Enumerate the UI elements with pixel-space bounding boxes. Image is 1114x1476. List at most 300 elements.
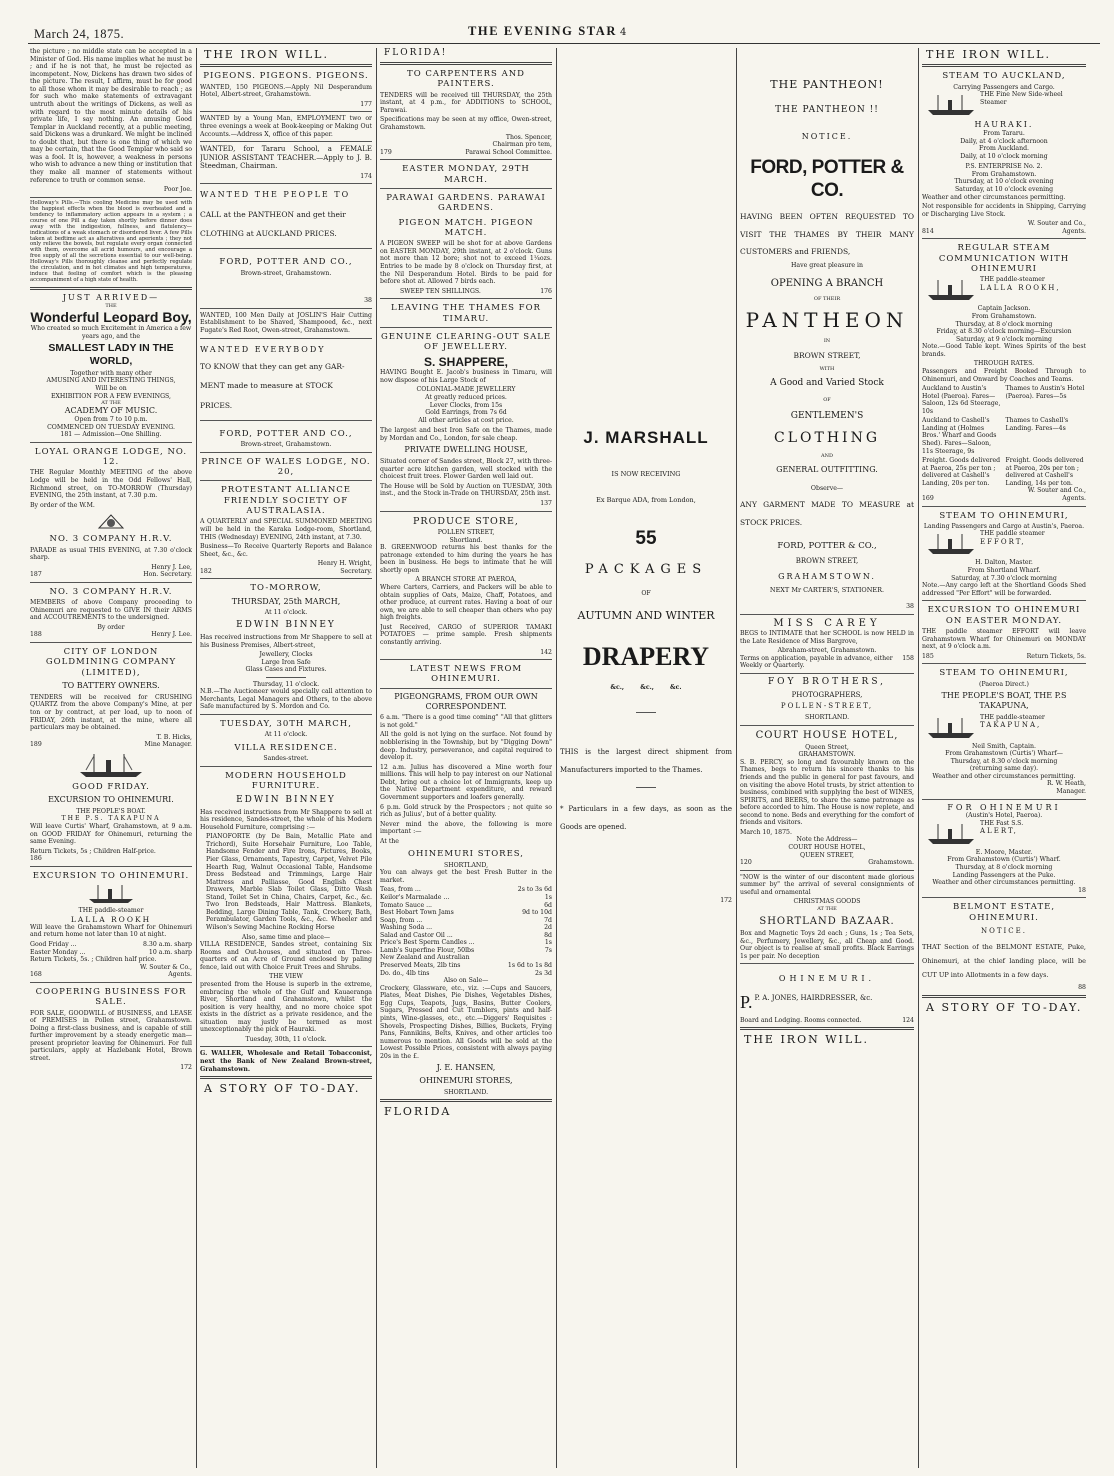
advert-line: All other articles at cost price.	[418, 416, 514, 424]
parawai-gardens-heading: PARAWAI GARDENS. PARAWAI GARDENS.	[386, 192, 546, 214]
leaving-thames-heading: LEAVING THE THAMES FOR TIMARU.	[391, 303, 541, 324]
advert-subheading: TO BATTERY OWNERS.	[62, 681, 160, 691]
advert-role: Parawai School Committee.	[465, 148, 552, 156]
advert-line: Who created so much Excitement in America a few years ago, and the	[30, 325, 192, 340]
auction-time: Thursday, 11 o'clock.	[252, 680, 320, 688]
advert-address: SHORTLAND,	[443, 861, 489, 869]
advert-number: 187	[30, 571, 42, 579]
advert-address: SHORTLAND.	[443, 1088, 489, 1096]
pigeongrams-heading: PIGEONGRAMS, FROM OUR OWN CORRESPONDENT.	[394, 691, 538, 711]
pigeongram: Never mind the above, the following is more important :—	[380, 820, 552, 836]
ohinemuri-stores-heading: OHINEMURI STORES,	[408, 849, 524, 860]
advert-number: 169	[922, 494, 934, 502]
smallest-lady-line: SMALLEST LADY IN THE WORLD,	[48, 342, 174, 368]
advert-line: Thursday, at 8.30 o'clock morning	[950, 757, 1058, 765]
price-row	[380, 886, 552, 894]
pantheon-line: CLOTHING at AUCKLAND PRICES.	[200, 229, 337, 239]
advert-line: Return Tickets, 5s.	[1026, 652, 1086, 660]
iron-will-heading: THE IRON WILL.	[744, 1033, 869, 1047]
good-friday-heading: GOOD FRIDAY.	[72, 781, 150, 792]
advert-line: Have great pleasure in	[791, 262, 863, 270]
pantheon-word: PANTHEON	[745, 308, 909, 333]
advert-line: Thursday, at 8 o'clock morning	[955, 320, 1053, 328]
column-rule	[196, 48, 197, 1468]
price-list	[380, 886, 552, 977]
advert-body: FOR SALE, GOODWILL of BUSINESS, and LEASE of PREMISES in Pollen street, Grahamstown. Doing a first-class business, and is capable of still further improvement by a steady energetic man—present proprietor leaving for Ohinemuri. For full particulars, apply at Hazlebank Hotel, Brown street.	[30, 1009, 192, 1062]
advert-line: Daily, at 4 o'clock afternoon	[960, 137, 1048, 145]
advert-line: H. Dalton, Master.	[975, 559, 1033, 567]
article-text: the picture ; no middle state can be accepted in a Minister of God. His name implies what he must be ; and if he is not that, he must be rejected as incompetent. Now, Dickens has drawn two sides of the picture. The result, I affirm, must be for good to all those whom it may be desirable to reach ; as for such who make statements of extravagant untruth about the writings of Dickens, as well as with regard to the most minute details of his private life, I say nothing. An amusing Good Templar in Auckland recently, at a public meeting, said Dickens was a drunkard. We might be inclined to doubt that, but there is one thing of which we may be certain, that the Good Templar who said so was a fool. It is, however, a weakness in persons who wish to advance a new thing or institution that they make all manner of statements without reference to truth or common sense.	[30, 48, 192, 184]
advert-number: 182	[200, 567, 212, 575]
price-item: Salad and Castor Oil ...	[380, 931, 453, 939]
advert-line: THE PEOPLE'S BOAT.	[76, 807, 146, 815]
wanted-advert: WANTED, for Tararu School, a FEMALE JUNIOR ASSISTANT TEACHER.—Apply to J. B. Steedman, Chairman.	[200, 145, 372, 171]
advert-line: From Grahamstown (Curtis') Wharf.	[947, 856, 1061, 864]
advert-line: PHOTOGRAPHERS,	[791, 690, 863, 699]
just-arrived-heading: JUST ARRIVED—	[62, 293, 160, 303]
advert-body: Not responsible for accidents in Shipping, Carrying or Discharging Live Stock.	[922, 203, 1086, 218]
crest-icon	[96, 512, 126, 530]
ohinemuri-heading: OHINEMURI.	[778, 974, 876, 984]
advert-line: EXHIBITION FOR A FEW EVENINGS,	[50, 392, 172, 400]
pantheon-heading: THE PANTHEON !!	[775, 105, 879, 116]
price-value: 1s	[544, 939, 552, 947]
advert-role: Chairman pro tem,	[492, 141, 552, 149]
advert-line: At greatly reduced prices.	[425, 394, 507, 402]
advert-signature: FORD, POTTER & CO.,	[777, 540, 877, 551]
rate-entry: Thames to Cashell's Landing. Fares—4s	[1005, 417, 1069, 432]
wanted-advert: WANTED, 150 PIGEONS.—Apply Nil Desperandum Hotel, Albert-street, Grahamstown.	[200, 83, 372, 99]
advert-line: Carrying Passengers and Cargo.	[953, 83, 1055, 91]
advert-body: B. GREENWOOD returns his best thanks for the patronage extended to him during the years he has been in business. He begs to intimate that he will shortly open	[380, 544, 552, 574]
advert-role: Secretary.	[340, 567, 372, 575]
pigeon-match-heading: PIGEON MATCH. PIGEON MATCH.	[398, 217, 534, 238]
advert-line: COMMENCED ON TUESDAY EVENING.	[47, 423, 175, 431]
notice-heading: NOTICE.	[981, 927, 1027, 935]
advert-line: GENERAL OUTFITTING.	[776, 464, 878, 474]
ford-potter-title: FORD, POTTER & CO.	[750, 157, 904, 202]
advert-number: 172	[180, 1064, 192, 1072]
clothing-word: CLOTHING	[774, 429, 880, 446]
advert-line: From Shortland Wharf.	[967, 567, 1041, 575]
pigeongram: 6 a.m. "There is a good time coming" "All that glitters is not gold."	[380, 714, 552, 729]
advert-address: Sandes-street.	[263, 755, 309, 763]
pantheon-line: CALL at the PANTHEON and get their	[200, 210, 346, 220]
page-mark: 4	[620, 27, 627, 38]
advert-role: Mine Manager.	[144, 741, 192, 749]
advert-body: presented from the House is superb in the extreme, embracing the whole of the Gulf and Kauaeranga River, Shortland and Grahamstown, whilst the position is very healthy, and no more choice spot exists in the district as a private residence, and the situation may justly be termed as most unexceptionably the pick of Hauraki.	[200, 980, 372, 1034]
advert-line: Also, same time and place—	[241, 933, 331, 941]
society-heading: PROTESTANT ALLIANCE FRIENDLY SOCIETY OF AUSTRALASIA.	[220, 485, 351, 517]
advert-number: 158	[902, 654, 914, 662]
advert-line: OF	[641, 589, 651, 597]
timetable-time: 8.30 a.m. sharp	[143, 941, 192, 948]
rate-entry: Freight. Goods delivered at Paeroa, 20s per ton ; delivered at Cashell's Landing, 14s per ton.	[1005, 457, 1084, 487]
advert-body: Will leave the Grahamstown Wharf for Ohinemuri and return home not later than 10 at night.	[30, 923, 192, 939]
advert-line: THE Fast S.S.	[980, 819, 1024, 827]
advert-body: Weather and other circumstances permitting.	[922, 193, 1066, 201]
ship-name: ALERT,	[980, 827, 1018, 836]
advert-line: THE paddle-steamer	[980, 713, 1045, 721]
price-row	[380, 954, 552, 962]
advert-number: 814	[922, 227, 934, 235]
advert-body: A QUARTERLY and SPECIAL SUMMONED MEETING will be held in the Karaka Lodge-room, Shortland, THIS (Wednesday) EVENING, 24th instant, at 7.30.	[200, 518, 372, 541]
auction-time: At 11 o'clock.	[264, 731, 308, 739]
auction-time: Tuesday, 30th, 11 o'clock.	[245, 1035, 327, 1043]
timetable-day: Easter Monday ...	[30, 948, 86, 956]
advert-signature: By order of the W.M.	[30, 501, 95, 509]
auction-item: Glass Cases and Fixtures.	[245, 666, 327, 674]
hairdresser-advert: P. A. JONES, HAIRDRESSER, &c.	[754, 994, 873, 1003]
advert-address: Brown-street, Grahamstown.	[240, 269, 332, 277]
advert-number: 177	[360, 100, 372, 108]
advert-line: From Auckland.	[978, 145, 1030, 153]
price-value: 1s	[544, 893, 552, 901]
wanted-people-line: WANTED THE PEOPLE TO	[200, 190, 351, 200]
story-heading: A STORY OF TO-DAY.	[926, 1000, 1083, 1014]
advert-role: Manager.	[1056, 788, 1086, 796]
advert-line: Note the Address—	[796, 836, 858, 844]
advert-line: Return Tickets, 5s ; Children Half-price.	[30, 847, 156, 855]
advert-line: Saturday, at 9 o'clock morning	[956, 335, 1052, 343]
florida-heading: FLORIDA	[384, 1105, 452, 1119]
ship-name: EFFORT,	[980, 538, 1026, 547]
sweep-fee: SWEEP TEN SHILLINGS.	[400, 287, 481, 295]
advert-line: Will be on	[95, 385, 127, 393]
advert-line: PRICES.	[200, 400, 233, 410]
miss-carey-heading: MISS CAREY	[773, 617, 881, 629]
florida-heading: FLORIDA!	[384, 48, 448, 58]
steamship-icon	[926, 533, 976, 555]
advert-line: OPENING A BRANCH	[770, 277, 884, 289]
advert-signature: Henry J. Lee.	[151, 631, 192, 639]
advert-body: HAVING Bought E. Jacob's business in Timaru, will now dispose of his Large Stock of	[380, 369, 552, 384]
tobacconist-advert: G. WALLER, Wholesale and Retail Tobacconist, next the Bank of New Zealand Brown-street, Grahamstown.	[200, 1050, 372, 1073]
advert-number: 38	[906, 603, 914, 611]
produce-store-heading: PRODUCE STORE,	[413, 515, 519, 527]
advert-address: SHORTLAND.	[804, 713, 850, 721]
advert-number: 168	[30, 971, 42, 979]
advert-role: Agents.	[1062, 494, 1086, 502]
advert-number: 188	[30, 631, 42, 639]
advert-body: Note.—Good Table kept. Wines Spirits of the best brands.	[922, 343, 1086, 358]
ship-name: LALLA ROOKH	[70, 914, 152, 924]
advert-body: "NOW is the winter of our discontent made glorious summer by" the arrival of several consignments of useful and ornamental	[740, 873, 914, 896]
price-item: Lamb's Superfine Flour, 50lbs	[380, 946, 475, 954]
advert-line: Landing Passengers at the Puke.	[952, 871, 1056, 879]
advert-body: TENDERS will be received till THURSDAY, the 25th instant, at 4 p.m., for ADDITIONS to SCHOOL, Parawai.	[380, 91, 552, 114]
advert-body: Crockery, Glassware, etc., viz. :—Cups and Saucers, Plates, Meat Dishes, Pie Dishes, Vegetables Dishes, Egg Cups, Teapots, Jugs, Basins, Butter Coolers, Sugars, Pressed and Cut Tumblers, pints and half-pints, Wine-glasses, etc., etc.—Diggers' Requisites : Shovels, Prospecting Dishes, Billies, Buckets, Frying Pans, Fannikins, Belts, Knives, and other articles too numerous to mention. All Goods will be sold at the Lowest Possible Prices, consistent with always paying 20s in the £.	[380, 984, 552, 1060]
excursion-heading: EXCURSION TO OHINEMURI.	[32, 870, 190, 881]
drapery-line: DRAPERY	[582, 641, 710, 671]
auction-item: Jewellery, Clocks	[259, 651, 313, 659]
steamship-icon	[926, 823, 976, 845]
advert-line: Open from 7 to 10 p.m.	[74, 416, 148, 423]
advert-body: The House will be Sold by Auction on TUESDAY, 30th inst., and the Stock in-Trade on THURSDAY, 25th inst.	[380, 482, 552, 498]
ship-name: P.S. ENTERPRISE No. 2.	[965, 163, 1043, 171]
advert-line: Board and Lodging. Rooms connected.	[740, 1016, 862, 1024]
easter-excursion-heading: EXCURSION TO OHINEMURI ON EASTER MONDAY.	[927, 605, 1081, 626]
advert-line: THE paddle steamer	[980, 530, 1045, 538]
advert-number: 186	[30, 855, 42, 863]
ship-name: HAURAKI.	[974, 120, 1034, 130]
advert-body: * Particulars in a few days, as soon as the Goods are opened.	[560, 805, 732, 832]
masthead	[0, 0, 1114, 44]
price-row	[380, 894, 552, 902]
price-value: 9d to 10d	[522, 909, 552, 917]
advert-body: Where Carters, Carriers, and Packers will be able to obtain supplies of Oats, Maize, Chaff, Potatoes, and other produce, at current rates. Having a boat of our own, we are able to sell cheaper than others who pay high freights.	[380, 584, 552, 622]
advert-line: E. Moore, Master.	[975, 848, 1033, 856]
price-value: 8d	[544, 931, 552, 939]
advert-number: 38	[364, 297, 372, 305]
pigeongram: 6 p.m. Gold struck by the Prospectors ; not quite so rich as Julius', but of a better quality.	[380, 803, 552, 819]
shappere-name: S. SHAPPERE,	[423, 354, 509, 369]
auction-date: THURSDAY, 25th MARCH,	[231, 596, 341, 606]
price-item: Washing Soda ...	[380, 924, 433, 932]
coopering-heading: COOPERING BUSINESS FOR SALE.	[35, 986, 187, 1008]
auction-date: TO-MORROW,	[250, 583, 322, 594]
steam-auckland-heading: STEAM TO AUCKLAND,	[942, 71, 1066, 82]
advert-signature: Henry H. Wright,	[317, 560, 372, 568]
advert-body: Situated corner of Sandes street, Block 27, with three-quarter acre kitchen garden, well stocked with the choicest fruit trees. Flower Garden well laid out.	[380, 458, 552, 481]
ship-name: LALLA ROOKH,	[980, 284, 1061, 293]
advert-line: Lever Clocks, from 15s	[429, 401, 503, 409]
advert-line: A Good and Varied Stock	[770, 377, 884, 388]
advert-address: NEXT Mr CARTER'S, STATIONER.	[769, 586, 885, 595]
clearing-sale-heading: GENUINE CLEARING-OUT SALE OF JEWELLERY.	[380, 332, 552, 353]
pigeongram: All the gold is not lying on the surface. Not found by nobblerising in the Township, but by "Digging Down" deep. Industry, perseverance, and capital required to develop it.	[380, 731, 552, 762]
advert-body: ANY GARMENT MADE TO MEASURE at STOCK PRICES.	[740, 500, 914, 527]
easter-monday-heading: EASTER MONDAY, 29TH MARCH.	[402, 164, 530, 185]
pigeongram: 12 a.m. Julius has discovered a Mine worth four millions. This will help to pay interest on our National Debt, bring out a choice lot of Immigrants, keep up the Native Department expenditure, and reward Government supporters and loafers generally.	[380, 763, 552, 801]
column-rule	[376, 48, 377, 1468]
price-row	[380, 962, 552, 970]
advert-body: Note.—Any cargo left at the Shortland Goods Shed addressed "Per Effort" will be forwarded.	[922, 582, 1086, 597]
auctioneer-name: EDWIN BINNEY	[236, 620, 336, 630]
advert-body: Box and Magnetic Toys 2d each ; Guns, 1s ; Tea Sets, &c., Perfumery, Jewellery, &c., all Cheap and Good. Our object is to realise at small profits. Black Earrings 1s per pair. No deception	[740, 930, 914, 960]
advert-line: WITH	[819, 365, 835, 372]
foy-brothers-heading: FOY BROTHERS,	[767, 676, 887, 687]
advert-number: 174	[360, 172, 372, 180]
steamship-icon	[926, 717, 976, 739]
timetable-time: 10 a.m. sharp	[148, 948, 192, 956]
advert-number: 189	[30, 741, 42, 749]
advert-number: 120	[740, 859, 752, 867]
advert-line: AT THE	[817, 905, 837, 912]
price-item: Price's Best Sperm Candles ...	[380, 939, 475, 947]
company-heading: NO. 3 COMPANY H.R.V.	[49, 534, 173, 545]
advert-body: Has received instructions from Mr Shappere to sell at his Business Premises, Albert-street,	[200, 633, 372, 649]
advert-address: GRAHAMSTOWN.	[798, 751, 856, 759]
advert-signature: W. Souter & Co.,	[140, 963, 192, 971]
company-heading: NO. 3 COMPANY H.R.V.	[49, 586, 173, 597]
price-row	[380, 939, 552, 947]
advert-line: Saturday, at 7.30 o'clock morning	[951, 574, 1057, 582]
advert-line: Also on Sale—	[443, 977, 489, 985]
furniture-list: PIANOFORTE (by De Bain, Metallic Plate and Trichord), Suite Horsehair Furniture, Loo Table, Handsome Fender and Fire Irons, Pictures, Books, Pier Glass, Ornaments, Tapestry, Carpet, Velvet Pile Hearth Rug, Walnut Occasional Table, Handsome Dress Bedstead and Trimmings, Large Hair Mattress and Palliasse, Good English Chest Drawers, Marble Slab Toilet Glass, Ditto Wash Stand, Toilet Set in China, Chairs, Carpet, &c., &c. Two Iron Bedsteads, Hair Mattress. Blankets, Bedding, Large Dining Table, Tank, Crockery, Bath, Perambulator, Garden Tools, &c., &c. Wheeler and Wilson's Sewing Machine Rocking Horse	[206, 833, 372, 931]
court-house-heading: COURT HOUSE HOTEL,	[755, 729, 899, 741]
advert-body: PARADE as usual THIS EVENING, at 7.30 o'clock sharp.	[30, 546, 192, 562]
auction-date: TUESDAY, 30TH MARCH,	[220, 719, 352, 730]
advert-line: GENTLEMEN'S	[790, 410, 864, 421]
advert-line: (returning same day).	[969, 765, 1039, 773]
advert-subheading: THE VIEW	[269, 973, 303, 981]
column-6	[922, 48, 1086, 1468]
pantheon-heading: THE PANTHEON!	[770, 78, 884, 91]
advert-role: Agents.	[168, 971, 192, 979]
advert-line: Landing Passengers and Cargo at Austin's, Paeroa.	[923, 522, 1085, 530]
advert-line: Weather and other circumstances permitting.	[932, 772, 1076, 780]
advert-role: Hon. Secretary.	[143, 571, 192, 579]
bleed-through	[560, 48, 732, 428]
advert-line: Saturday, at 10 o'clock evening	[954, 186, 1054, 194]
advert-line: Friday, at 8.30 o'clock morning—Excursion	[936, 328, 1072, 336]
leopard-boy-title: Wonderful Leopard Boy,	[30, 309, 192, 326]
column-rule	[918, 48, 919, 1468]
advert-address: POLLEN-STREET,	[780, 702, 874, 711]
column-4	[560, 48, 732, 1468]
package-count: 55	[635, 527, 657, 549]
advert-line: AT THE	[101, 400, 121, 407]
price-row	[380, 924, 552, 932]
price-value: 7d	[544, 916, 552, 924]
auction-time: At 11 o'clock.	[264, 609, 308, 617]
iron-will-heading: THE IRON WILL.	[926, 48, 1051, 61]
price-value: 6d	[544, 901, 552, 909]
price-value: 2s to 3s 6d	[517, 886, 552, 894]
price-row	[380, 917, 552, 925]
advert-line: Terms on application, payable in advance, either Weekly or Quarterly.	[740, 654, 893, 670]
advert-signature: Thos. Spencer,	[505, 133, 552, 141]
advert-number: 137	[540, 499, 552, 507]
advert-line: From Grahamstown.	[971, 170, 1037, 178]
column-rule	[736, 48, 737, 1468]
advert-address: QUEEN STREET,	[800, 851, 854, 859]
advert-line: Daily, at 10 o'clock morning	[960, 152, 1048, 160]
rate-entry: Auckland to Austin's Hotel (Paeroa). Fares—Saloon, 12s 6d Steerage, 10s	[922, 385, 1001, 415]
advert-address: Queen Street,	[805, 743, 849, 751]
advert-line: TO KNOW that they can get any GAR-	[200, 362, 345, 372]
dwelling-heading: PRIVATE DWELLING HOUSE,	[404, 445, 528, 455]
advert-body: N.B.—The Auctioneer would specially call attention to Merchants, Legal Managers and Others, to the above Safe manufactured by S. Mordon and Co.	[200, 688, 372, 711]
furniture-heading: MODERN HOUSEHOLD FURNITURE.	[225, 770, 347, 792]
price-value: 7s	[544, 946, 552, 954]
advert-address: COURT HOUSE HOTEL,	[788, 844, 866, 852]
advert-number: 88	[1078, 984, 1086, 992]
advert-body: THAT Section of the BELMONT ESTATE, Puke, Ohinemuri, at the chief landing place, will be CUT UP into Allotments in a few days.	[922, 942, 1086, 980]
advert-date: March 10, 1875.	[740, 828, 792, 836]
advert-signature: OHINEMURI STORES,	[419, 1076, 513, 1086]
page-date: March 24, 1875.	[34, 27, 125, 41]
for-ohinemuri-heading: FOR OHINEMURI	[947, 802, 1061, 812]
goldmining-heading: CITY OF LONDON GOLDMINING COMPANY (LIMITED),	[45, 647, 177, 678]
packages-line: PACKAGES	[584, 561, 708, 577]
column-1	[30, 48, 192, 1468]
advert-line: THE paddle-steamer	[980, 276, 1045, 284]
belmont-estate-heading: BELMONT ESTATE, OHINEMURI.	[952, 902, 1056, 923]
steamship-icon	[76, 752, 146, 778]
column-2	[200, 48, 372, 1468]
advert-signature: Henry J. Lee,	[151, 563, 192, 571]
rate-entry: Freight. Goods delivered at Paeroa, 25s per ton ; delivered at Cashell's Landing, 20s per ton.	[922, 457, 1001, 487]
ford-potter-name: FORD, POTTER AND CO.,	[219, 257, 353, 268]
rate-entry: Thames to Austin's Hotel (Paeroa). Fares—5s	[1005, 385, 1085, 400]
ship-name: TAKAPUNA,	[980, 721, 1042, 730]
notice-heading: NOTICE.	[801, 132, 853, 142]
advert-line: Together with many other	[70, 369, 152, 377]
price-row	[380, 932, 552, 940]
advert-body: BEGS to INTIMATE that her SCHOOL is now HELD in the Late Residence of Miss Bargrove,	[740, 630, 914, 645]
advert-number: 124	[902, 1016, 914, 1024]
advert-line: At the	[380, 837, 399, 845]
rate-entry: Auckland to Cashell's Landing at (Holmes Bros.' Wharf and Goods Shed). Fares—Saloon, 11s Steerage, 9s	[922, 417, 997, 455]
advert-line: THE Fine New Side-wheel Steamer	[980, 91, 1063, 106]
lodge-heading: PRINCE OF WALES LODGE, NO. 20,	[201, 456, 371, 477]
advert-line: OF THEIR	[813, 295, 841, 302]
advert-number: 179	[380, 148, 392, 156]
villa-heading: VILLA RESIDENCE.	[234, 742, 338, 753]
article-signature: Poor Joe.	[163, 186, 192, 194]
advert-role: Agents.	[1062, 227, 1086, 235]
iron-will-heading: THE IRON WILL.	[204, 48, 329, 61]
advert-signature: W. Souter and Co.,	[1027, 220, 1086, 228]
advert-body: You can always get the best Fresh Butter in the market.	[380, 869, 552, 884]
advert-line: Thursday, at 10 o'clock evening	[954, 178, 1054, 186]
advert-address: BROWN STREET,	[795, 557, 859, 566]
wanted-advert: WANTED by a Young Man, EMPLOYMENT two or three evenings a week at Book-keeping or Making Out Accounts.—Address X, office of this paper.	[200, 115, 372, 138]
advert-address: Brown-street, Grahamstown.	[240, 441, 332, 449]
advert-line: From Grahamstown.	[971, 313, 1037, 321]
price-row	[380, 909, 552, 917]
advert-line: Neil Smith, Captain.	[972, 742, 1036, 750]
steamship-icon	[926, 279, 976, 301]
marshall-name: J. MARSHALL	[583, 428, 709, 447]
steamship-icon	[86, 884, 136, 904]
advert-signature: R. W. Heath,	[1047, 780, 1086, 788]
advert-line: Thursday, at 8 o'clock morning	[955, 864, 1053, 872]
advert-line: (Austin's Hotel, Paeroa).	[965, 812, 1043, 820]
advert-body: VILLA RESIDENCE, Sandes street, containing Six Rooms and Out-houses, and situated on Three-quarters of an Acre of Ground enclosed by paling fence, laid out with Choice Fruit Trees and Shrubs.	[200, 941, 372, 971]
advert-line: THE paddle-steamer	[78, 907, 144, 915]
advert-line: MENT made to measure at STOCK	[200, 381, 333, 391]
advert-line: THE	[105, 303, 117, 309]
advert-signature: J. E. HANSEN,	[436, 1063, 496, 1073]
timetable-day: Good Friday ...	[30, 941, 77, 948]
advert-line: ACADEMY OF MUSIC.	[64, 406, 158, 416]
price-item: Soap, from ...	[380, 916, 423, 924]
regular-steam-heading: REGULAR STEAM COMMUNICATION WITH OHINEMURI	[938, 243, 1070, 275]
advert-line: From Grahamstown (Curtis') Wharf—	[945, 750, 1063, 758]
carpenters-heading: TO CARPENTERS AND PAINTERS.	[407, 68, 525, 90]
advert-line: Gold Earrings, from 7s 6d	[425, 409, 507, 417]
advert-body: S. B. PERCY, so long and favourably known on the Thames, begs to return his sincere thanks to his friends and the public in general for past favours, and on visiting the above Hotel trusts, by strict attention to business, combined with supplying the best of WINES, SPIRITS, and BEERS, to share the same patronage as before accorded to him. The House is now replete, and second to none. Beds and everything for the comfort of friends and visitors.	[740, 758, 914, 827]
advert-line: OF	[823, 396, 831, 403]
advert-number: 185	[922, 652, 934, 660]
steamship-icon	[926, 94, 976, 116]
auctioneer-name: EDWIN BINNEY	[236, 794, 336, 805]
autumn-winter-line: AUTUMN AND WINTER	[577, 609, 715, 623]
advert-body: THE Regular Monthly MEETING of the above Lodge will be held in the Odd Fellows' Hall, Richmond street, on TO-MORROW (Thursday) EVENING, the 25th instant, at 7.30 p.m.	[30, 469, 192, 500]
advert-line: (Paeroa Direct.)	[979, 680, 1029, 688]
advert-address: POLLEN STREET,	[437, 529, 495, 537]
advert-body: THE paddle steamer EFFORT will leave Grahamstown Wharf for Ohinemuri on MONDAY next, at 9 o'clock a.m.	[922, 627, 1086, 651]
advert-subheading: EXCURSION TO OHINEMURI.	[48, 795, 174, 805]
ford-potter-name: FORD, POTTER AND CO.,	[219, 428, 353, 439]
advert-subheading: A BRANCH STORE AT PAEROA,	[415, 576, 517, 584]
advert-body: Just Received, CARGO of SUPERIOR TAMAKI POTATOES — prime sample. Fresh shipments constantly arriving.	[380, 623, 552, 646]
advert-address: Grahamstown.	[868, 859, 914, 867]
advert-body: Has received instructions from Mr Shappere to sell at his residence, Sandes-street, the whole of his Modern Household Furniture, comprising :—	[200, 808, 372, 831]
